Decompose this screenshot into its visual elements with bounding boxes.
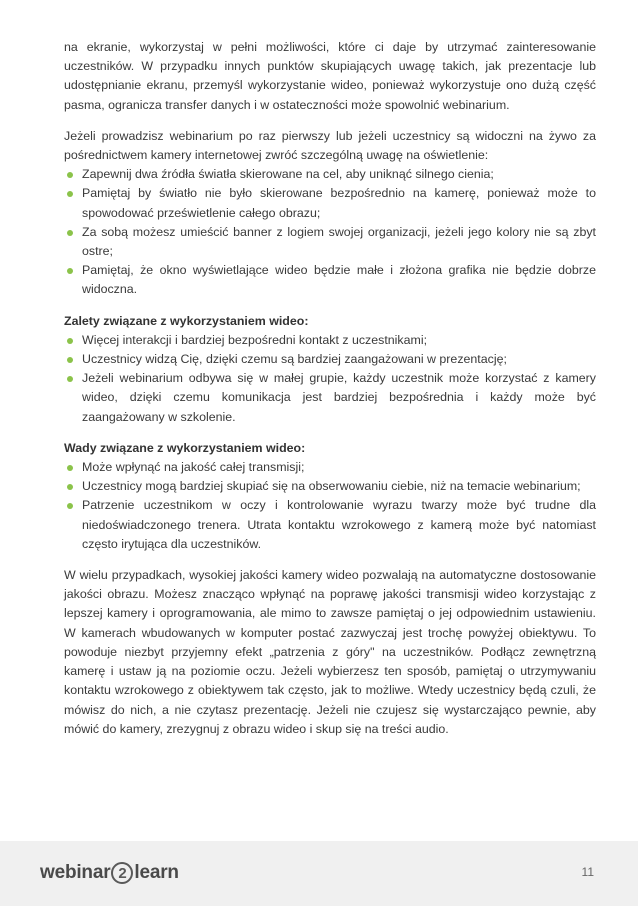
list-item — [64, 331, 596, 350]
list-item-text: Pamiętaj, że okno wyświetlające wideo będzie małe i złożona grafika nie będzie dobrze widoczna. — [82, 263, 596, 297]
bullet-dot-icon — [67, 503, 73, 509]
list-item — [64, 223, 596, 261]
bullet-dot-icon — [67, 172, 73, 178]
bullet-dot-icon — [67, 357, 73, 363]
logo-text-webinar: webinar — [40, 862, 111, 883]
list-item-text: Za sobą możesz umieścić banner z logiem swojej organizacji, jeżeli jego kolory nie są zbyt ostre; — [82, 224, 596, 259]
bullet-dot-icon — [67, 230, 73, 236]
cons-heading: Wady związane z wykorzystaniem wideo: — [64, 440, 306, 455]
bullet-dot-icon — [67, 376, 73, 382]
list-item-text: Patrzenie uczestnikom w oczy i kontrolowanie wyrazu twarzy może być trudne dla niedoświadczonego trenera. Utrata kontaktu wzrokowego z kamerą może być natomiast często irytująca dla uczestników. — [82, 498, 596, 551]
page-footer — [0, 841, 638, 906]
list-item — [64, 496, 596, 554]
logo-two-circle-icon: 2 — [111, 862, 133, 884]
list-item-text: Pamiętaj by światło nie było skierowane bezpośrednio na kamerę, ponieważ może to spowodować prześwietlenie całego obrazu; — [82, 186, 596, 220]
pros-bullet-list — [64, 331, 596, 427]
page-content — [64, 38, 596, 739]
page-number: 11 — [581, 865, 594, 879]
bullet-dot-icon — [67, 338, 73, 344]
intro-paragraph: na ekranie, wykorzystaj w pełni możliwości, które ci daje by utrzymać zainteresowanie uczestników. W przypadku innych punktów skupiających uwagę takich, jak prezentacje lub udostępnianie ekranu, przemyśl wykorzystanie wideo, ponieważ wykorzystuje ono dużą część pasma, ogranicza transfer danych i w ostateczności może spowolnić webinarium. — [64, 40, 596, 112]
list-item-text: Uczestnicy mogą bardziej skupiać się na obserwowaniu ciebie, niż na temacie webinarium; — [82, 479, 581, 494]
webinar2learn-logo — [40, 861, 179, 885]
bullet-dot-icon — [67, 191, 73, 197]
bullet-dot-icon — [67, 465, 73, 471]
list-item-text: Więcej interakcji i bardziej bezpośredni kontakt z uczestnikami; — [82, 332, 428, 347]
list-item — [64, 261, 596, 299]
spacer — [64, 427, 596, 439]
lighting-paragraph: Jeżeli prowadzisz webinarium po raz pierwszy lub jeżeli uczestnicy są widoczni na żywo za pośrednictwem kamery internetowej zwróć szczególną uwagę na oświetlenie: — [64, 128, 596, 163]
lighting-bullet-list — [64, 165, 596, 299]
list-item — [64, 350, 596, 369]
list-item — [64, 369, 596, 427]
list-item — [64, 165, 596, 184]
bullet-dot-icon — [67, 268, 73, 274]
list-item-text: Uczestnicy widzą Cię, dzięki czemu są bardziej zaangażowani w prezentację; — [82, 352, 507, 367]
list-item-text: Jeżeli webinarium odbywa się w małej grupie, każdy uczestnik może korzystać z kamery wideo, dzięki czemu komunikacja jest bardziej bezpośrednia i każdy może być zaangażowany w szkolenie. — [82, 371, 596, 424]
list-item — [64, 184, 596, 222]
spacer — [64, 115, 596, 127]
list-item — [64, 458, 596, 477]
list-item — [64, 477, 596, 496]
spacer — [64, 554, 596, 566]
pros-heading: Zalety związane z wykorzystaniem wideo: — [64, 313, 309, 328]
list-item-text: Zapewnij dwa źródła światła skierowane na cel, aby uniknąć silnego cienia; — [82, 167, 494, 182]
list-item-text: Może wpłynąć na jakość całej transmisji; — [82, 460, 305, 475]
final-paragraph: W wielu przypadkach, wysokiej jakości kamery wideo pozwalają na automatyczne dostosowanie jakości obrazu. Możesz znacząco wpłynąć na poprawę jakości transmisji wideo korzystając z lepszej kamery i oprogramowania, ale mimo to zawsze pamiętaj o jej odpowiednim ustawieniu. W kamerach wbudowanych w komputer postać zazwyczaj jest trochę powyżej obiektywu. To powoduje niezbyt przyjemny efekt „patrzenia z góry" na uczestników. Podłącz zewnętrzną kamerę i ustaw ją na poziomie oczu. Jeżeli wybierzesz ten sposób, pamiętaj o utrzymywaniu kontaktu wzrokowego z obiektywem tak często, jak to możliwe. Wtedy uczestnicy będą czuli, że mówisz do nich, a nie czytasz prezentację. Jeżeli nie czujesz się wystarczająco pewnie, aby mówić do kamery, zrezygnuj z obrazu wideo i skup się na treści audio. — [64, 568, 596, 736]
cons-bullet-list — [64, 458, 596, 554]
logo-text-learn: learn — [134, 862, 179, 883]
spacer — [64, 300, 596, 312]
bullet-dot-icon — [67, 484, 73, 490]
